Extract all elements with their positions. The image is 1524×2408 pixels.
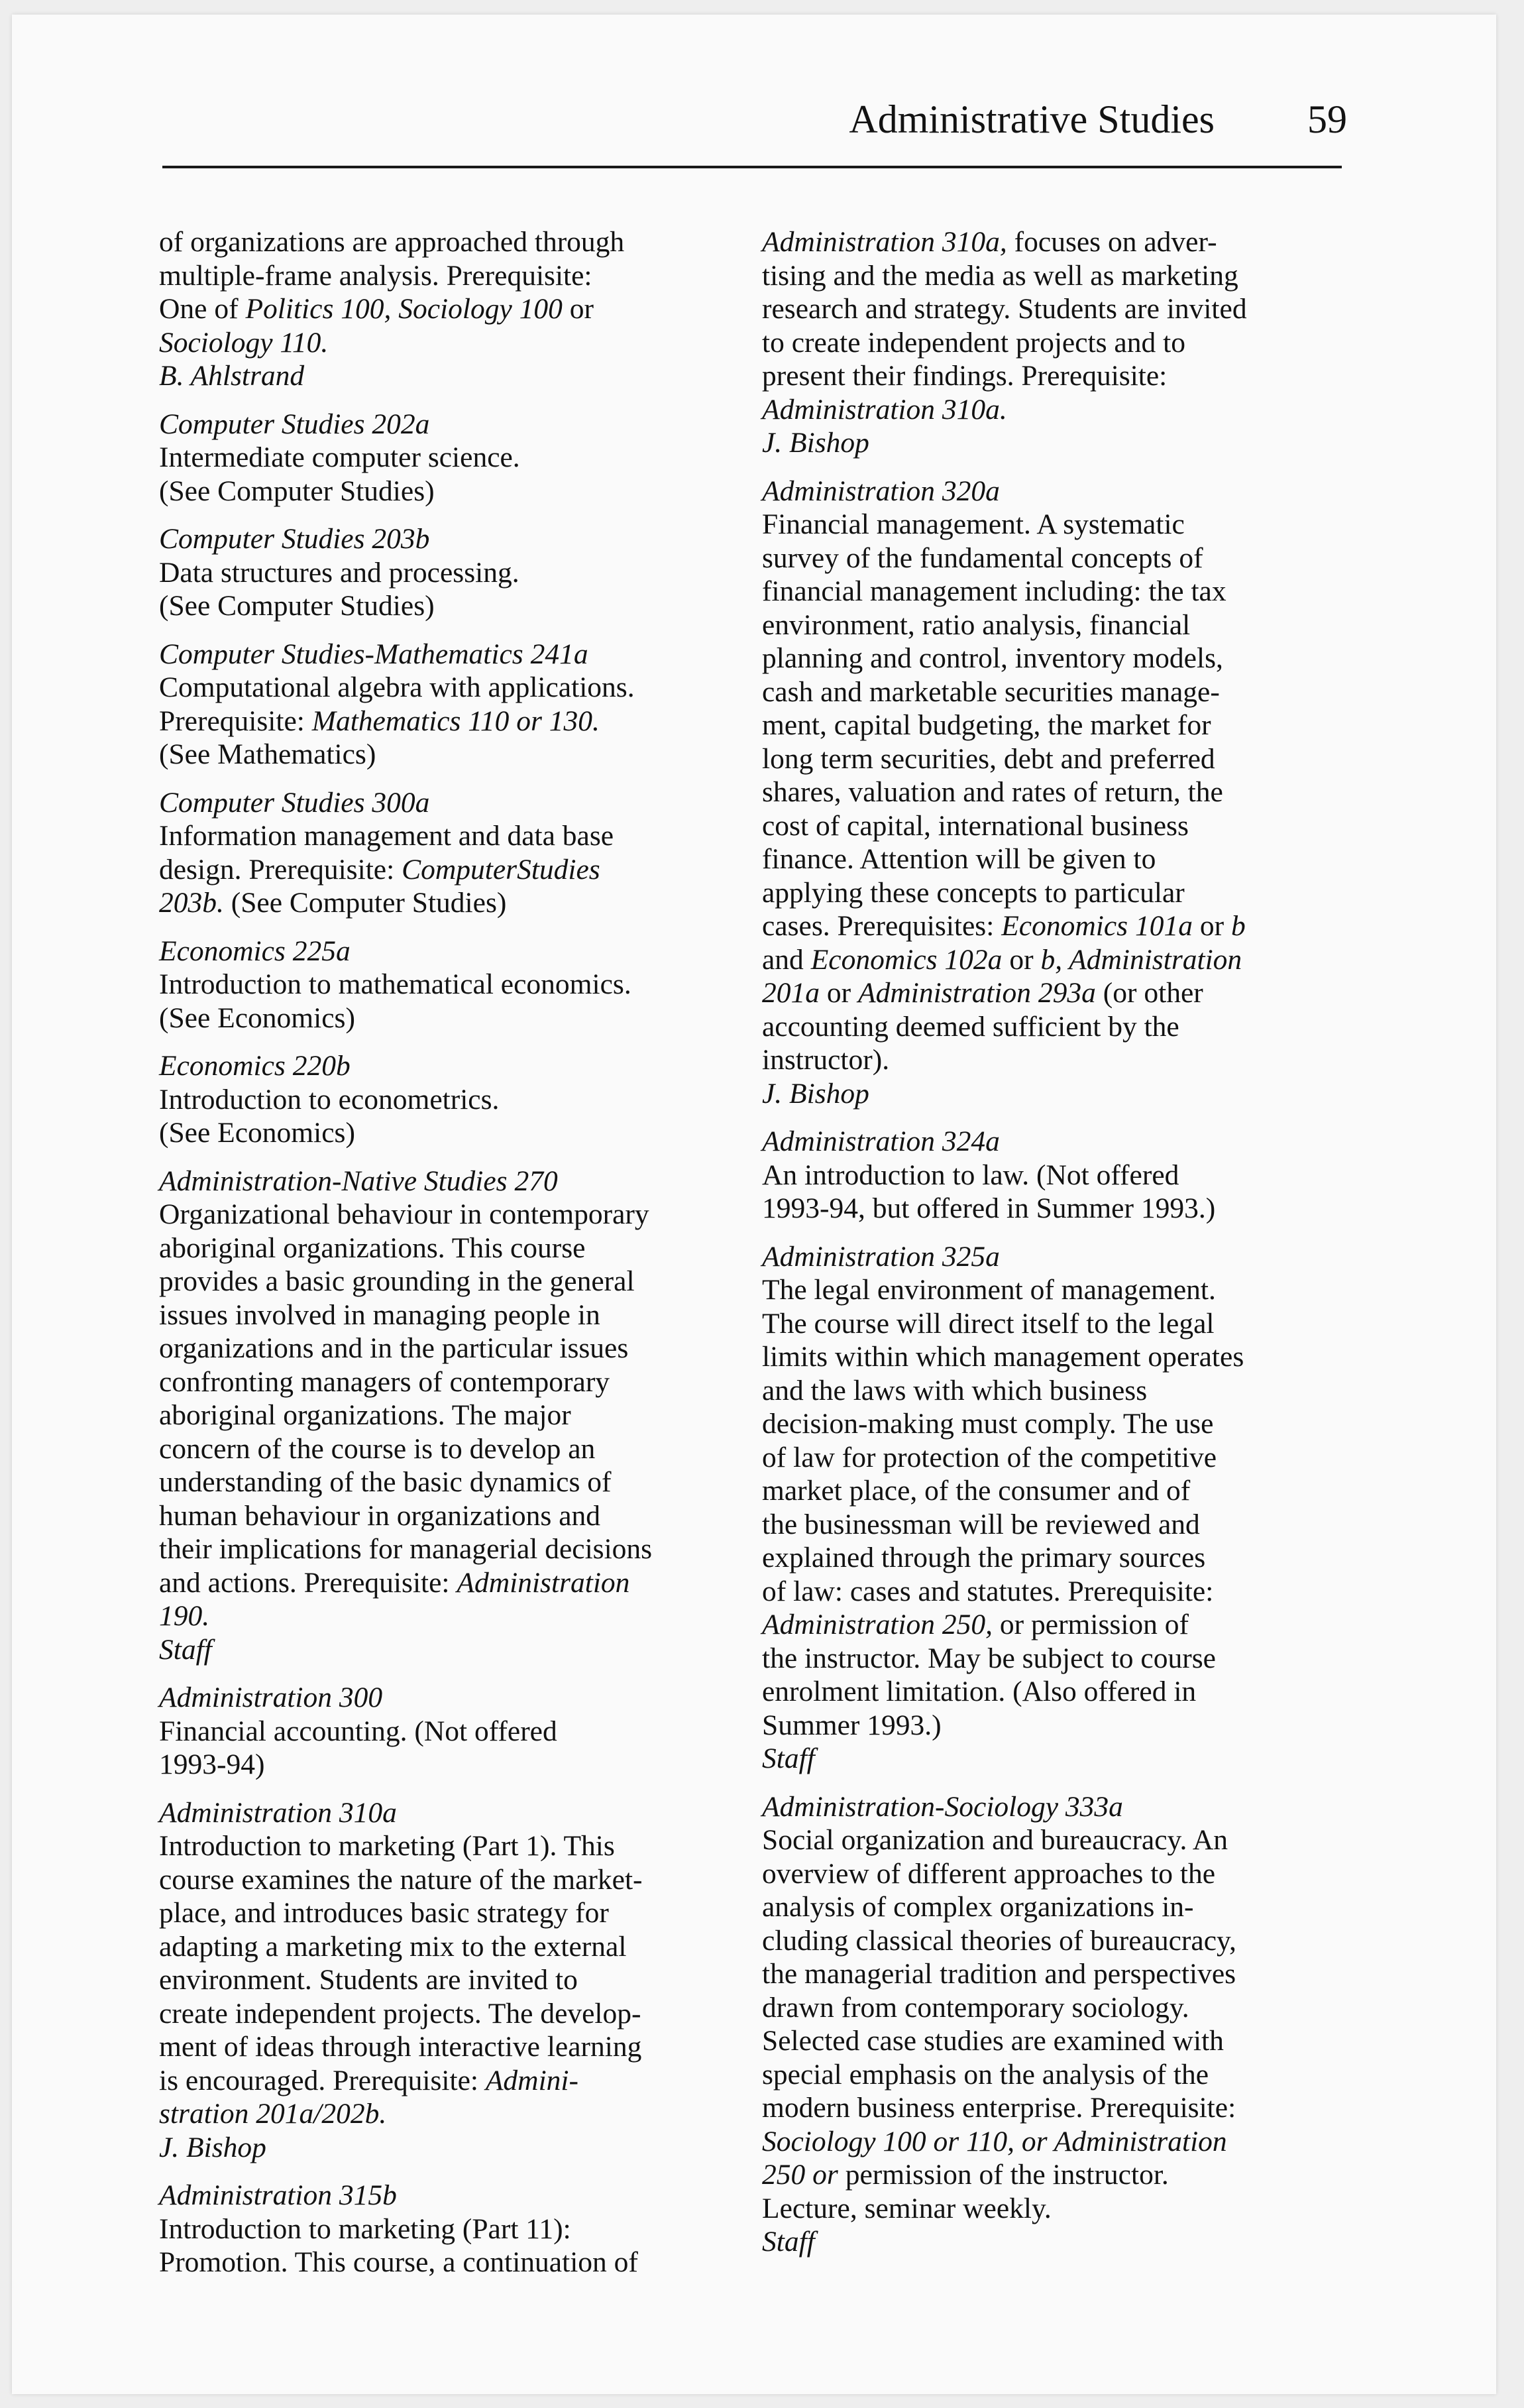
text-line: Summer 1993.) xyxy=(762,1709,942,1741)
text-line: Economics 225a xyxy=(159,935,351,967)
course-entry xyxy=(159,1681,735,1782)
text-line: Selected case studies are examined with xyxy=(762,2025,1224,2057)
text-line: Computer Studies 300a xyxy=(159,786,430,819)
text-line: Administration 324a xyxy=(762,1125,1000,1157)
text-line: (See Economics) xyxy=(159,1117,355,1149)
text-line: ment of ideas through interactive learning xyxy=(159,2031,642,2063)
text-line: J. Bishop xyxy=(159,2131,266,2163)
text-line: market place, of the consumer and of xyxy=(762,1475,1191,1507)
text-line: (See Mathematics) xyxy=(159,738,376,770)
text-line: cash and marketable securities manage- xyxy=(762,675,1220,708)
text-line: ment, capital budgeting, the market for xyxy=(762,709,1211,741)
text-line: course examines the nature of the market- xyxy=(159,1863,643,1896)
text-line: understanding of the basic dynamics of xyxy=(159,1466,612,1498)
text-line: Introduction to marketing (Part 11): xyxy=(159,2212,571,2245)
page-header xyxy=(174,93,1354,146)
text-line: J. Bishop xyxy=(762,427,869,459)
text-line: 190. xyxy=(159,1600,210,1632)
text-line: decision-making must comply. The use xyxy=(762,1408,1214,1440)
text-line: Administration 310a xyxy=(159,1796,397,1829)
running-title: Administrative Studies xyxy=(849,97,1215,141)
text-line: place, and introduces basic strategy for xyxy=(159,1897,609,1929)
text-line: and the laws with which business xyxy=(762,1374,1148,1406)
text-line: Administration 300 xyxy=(159,1682,383,1713)
text-line: of law: cases and statutes. Prerequisite: xyxy=(762,1575,1214,1607)
text-line: shares, valuation and rates of return, the xyxy=(762,776,1223,808)
text-line: design. Prerequisite: ComputerStudies xyxy=(159,853,600,886)
course-entry xyxy=(159,1165,735,1667)
text-line: Administration-Sociology 333a xyxy=(762,1790,1123,1823)
text-line: The legal environment of management. xyxy=(762,1274,1216,1306)
text-line: Administration 320a xyxy=(762,475,1000,507)
text-line: issues involved in managing people in xyxy=(159,1298,600,1331)
text-line: aboriginal organizations. The major xyxy=(159,1399,571,1431)
text-line: Social organization and bureaucracy. An xyxy=(762,1824,1228,1856)
text-line: Prerequisite: Mathematics 110 or 130. xyxy=(159,705,600,737)
text-line: Information management and data base xyxy=(159,820,614,852)
text-line: J. Bishop xyxy=(762,1077,869,1110)
course-entry xyxy=(159,638,735,772)
course-entry xyxy=(159,1049,735,1150)
text-line: modern business enterprise. Prerequisite: xyxy=(762,2092,1236,2124)
course-entry xyxy=(762,475,1338,1111)
text-line: limits within which management operates xyxy=(762,1341,1244,1373)
text-line: Economics 220b xyxy=(159,1050,351,1082)
course-entry xyxy=(159,225,735,393)
text-line: 250 or permission of the instructor. xyxy=(762,2159,1169,2191)
right-column xyxy=(762,225,1338,2273)
text-line: enrolment limitation. (Also offered in xyxy=(762,1676,1197,1707)
text-line: Organizational behaviour in contemporary xyxy=(159,1198,649,1230)
text-line: Lecture, seminar weekly. xyxy=(762,2192,1052,2224)
text-line: 201a or Administration 293a (or other xyxy=(762,977,1203,1009)
text-line: Staff xyxy=(762,1743,815,1774)
course-entry xyxy=(762,1240,1338,1776)
text-line: of law for protection of the competitive xyxy=(762,1441,1217,1473)
text-line: analysis of complex organizations in- xyxy=(762,1891,1194,1923)
text-line: Staff xyxy=(159,1633,212,1666)
text-line: applying these concepts to particular xyxy=(762,876,1185,909)
text-line: explained through the primary sources xyxy=(762,1542,1206,1574)
text-line: the managerial tradition and perspectives xyxy=(762,1958,1236,1990)
text-line: and actions. Prerequisite: Administration xyxy=(159,1566,630,1599)
text-line: (See Computer Studies) xyxy=(159,475,435,507)
course-entry xyxy=(159,935,735,1035)
text-line: adapting a marketing mix to the external xyxy=(159,1930,627,1963)
course-entry xyxy=(159,2179,735,2279)
course-entry xyxy=(762,1125,1338,1226)
text-line: the businessman will be reviewed and xyxy=(762,1508,1200,1540)
text-line: The course will direct itself to the legal xyxy=(762,1307,1215,1340)
text-line: 1993-94) xyxy=(159,1749,265,1780)
text-line: tising and the media as well as marketing xyxy=(762,259,1238,292)
text-line: planning and control, inventory models, xyxy=(762,642,1223,674)
text-line: environment. Students are invited to xyxy=(159,1964,578,1996)
text-line: create independent projects. The develop- xyxy=(159,1997,641,2030)
text-line: Administration 310a, focuses on adver- xyxy=(762,226,1217,258)
text-line: present their findings. Prerequisite: xyxy=(762,360,1168,392)
course-entry xyxy=(159,1796,735,2165)
text-line: Computer Studies 203b xyxy=(159,523,430,555)
text-line: Sociology 100 or 110, or Administration xyxy=(762,2125,1227,2157)
text-line: special emphasis on the analysis of the xyxy=(762,2058,1209,2091)
text-line: cost of capital, international business xyxy=(762,809,1189,842)
text-line: financial management including: the tax xyxy=(762,575,1226,607)
text-line: drawn from contemporary sociology. xyxy=(762,1991,1189,2024)
text-line: and Economics 102a or b, Administration xyxy=(762,943,1242,976)
text-line: the instructor. May be subject to course xyxy=(762,1642,1216,1674)
text-line: stration 201a/202b. xyxy=(159,2098,387,2130)
text-line: of organizations are approached through xyxy=(159,226,625,258)
text-line: finance. Attention will be given to xyxy=(762,843,1156,875)
text-line: cases. Prerequisites: Economics 101a or b xyxy=(762,910,1246,942)
text-line: Introduction to econometrics. xyxy=(159,1083,500,1116)
text-line: human behaviour in organizations and xyxy=(159,1499,601,1532)
course-entry xyxy=(159,408,735,508)
text-line: organizations and in the particular issues xyxy=(159,1332,629,1364)
text-line: confronting managers of contemporary xyxy=(159,1365,610,1398)
text-line: Financial accounting. (Not offered xyxy=(159,1715,557,1747)
text-line: instructor). xyxy=(762,1044,890,1076)
text-line: Staff xyxy=(762,2226,815,2258)
text-line: is encouraged. Prerequisite: Admini- xyxy=(159,2064,578,2096)
text-line: Introduction to marketing (Part 1). This xyxy=(159,1830,615,1862)
text-line: Introduction to mathematical economics. xyxy=(159,968,631,1000)
text-line: Administration 325a xyxy=(762,1240,1000,1273)
text-line: Computer Studies-Mathematics 241a xyxy=(159,638,588,670)
text-line: to create independent projects and to xyxy=(762,326,1185,359)
text-line: One of Politics 100, Sociology 100 or xyxy=(159,293,594,325)
text-line: Administration 250, or permission of xyxy=(762,1609,1189,1640)
text-line: B. Ahlstrand xyxy=(159,360,305,392)
course-entry xyxy=(159,522,735,623)
course-entry xyxy=(159,786,735,920)
text-line: accounting deemed sufficient by the xyxy=(762,1010,1179,1043)
text-line: overview of different approaches to the xyxy=(762,1857,1216,1890)
text-line: 1993-94, but offered in Summer 1993.) xyxy=(762,1192,1216,1224)
text-line: aboriginal organizations. This course xyxy=(159,1232,586,1264)
text-line: multiple-frame analysis. Prerequisite: xyxy=(159,259,592,292)
text-line: environment, ratio analysis, financial xyxy=(762,608,1191,641)
text-line: Data structures and processing. xyxy=(159,556,519,589)
header-rule xyxy=(162,166,1342,168)
text-line: (See Economics) xyxy=(159,1002,355,1034)
text-line: long term securities, debt and preferred xyxy=(762,742,1215,775)
course-entry xyxy=(762,225,1338,460)
text-line: Administration 310a. xyxy=(762,393,1007,426)
text-line: Intermediate computer science. xyxy=(159,441,520,473)
text-line: survey of the fundamental concepts of xyxy=(762,542,1203,574)
left-column xyxy=(159,225,735,2294)
text-line: research and strategy. Students are invited xyxy=(762,293,1247,325)
text-line: Promotion. This course, a continuation of xyxy=(159,2246,638,2278)
text-line: cluding classical theories of bureaucracy, xyxy=(762,1924,1236,1957)
page-number: 59 xyxy=(1307,97,1347,141)
text-line: 203b. (See Computer Studies) xyxy=(159,887,507,919)
course-entry xyxy=(762,1790,1338,2259)
text-line: their implications for managerial decisions xyxy=(159,1533,653,1565)
text-line: (See Computer Studies) xyxy=(159,590,435,622)
text-line: Administration 315b xyxy=(159,2179,397,2211)
text-line: Administration-Native Studies 270 xyxy=(159,1165,558,1197)
text-line: Sociology 110. xyxy=(159,326,329,359)
text-line: concern of the course is to develop an xyxy=(159,1432,596,1465)
text-line: An introduction to law. (Not offered xyxy=(762,1159,1179,1191)
text-line: Computer Studies 202a xyxy=(159,408,430,440)
text-line: Financial management. A systematic xyxy=(762,508,1185,540)
text-line: Computational algebra with applications. xyxy=(159,671,635,703)
text-line: provides a basic grounding in the general xyxy=(159,1265,635,1297)
